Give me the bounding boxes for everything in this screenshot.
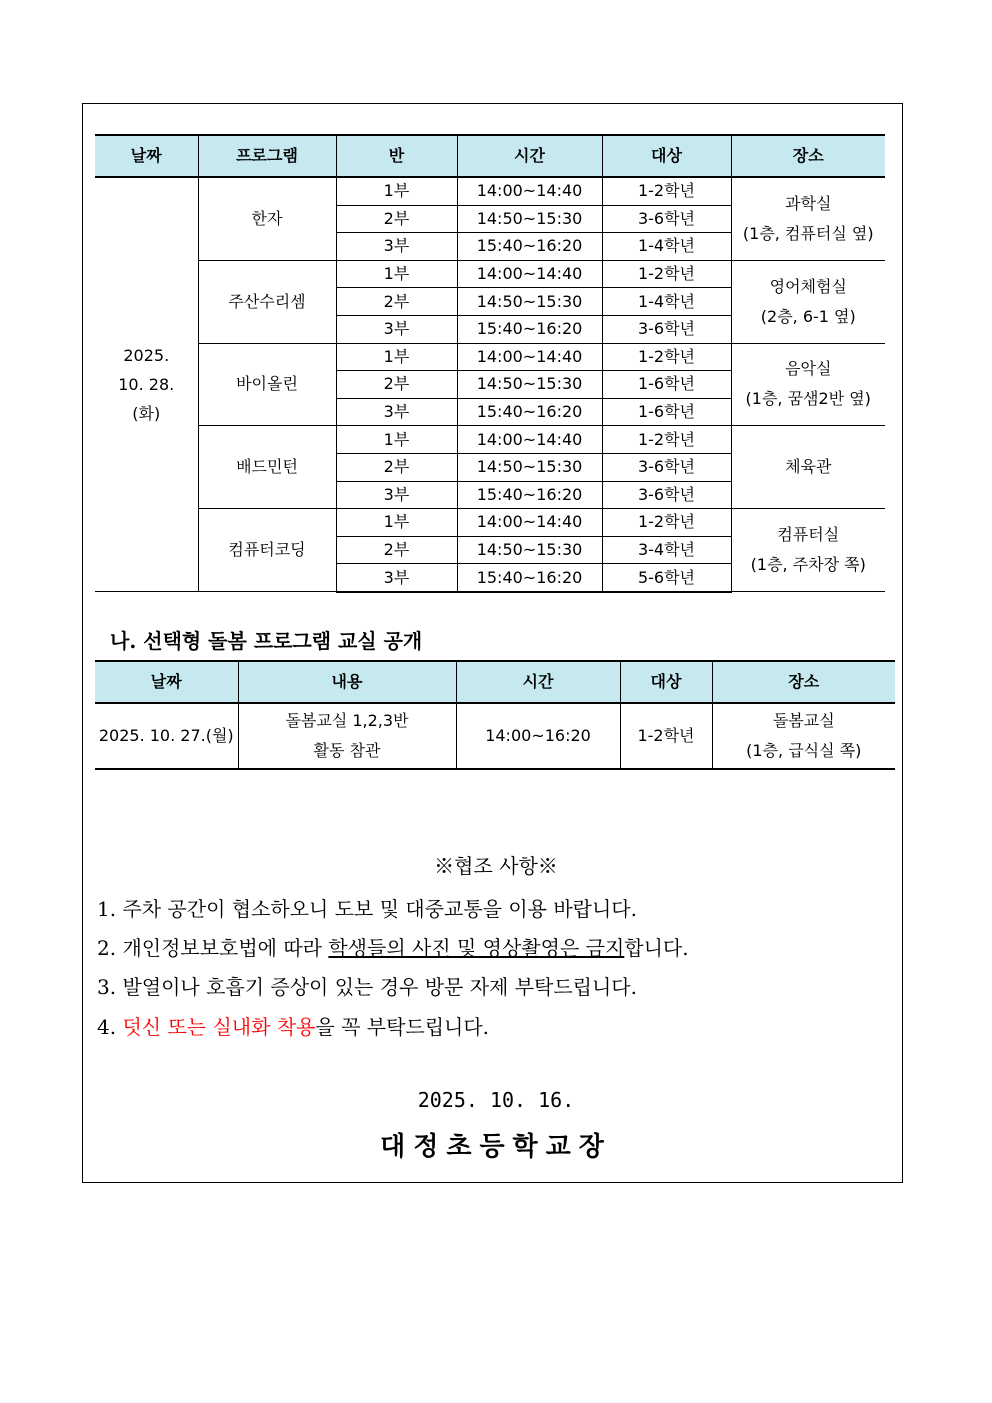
place-line: (1층, 컴퓨터실 옆) (742, 223, 874, 243)
time-cell: 14:00~16:20 (456, 703, 620, 769)
target-cell: 1-2학년 (602, 509, 731, 537)
header-cell: 장소 (731, 135, 885, 177)
table-row (95, 177, 885, 205)
target-cell: 1-2학년 (602, 260, 731, 288)
note-item-1: 1. 주차 공간이 협소하오니 도보 및 대중교통을 이용 바랍니다. (97, 897, 637, 921)
target-cell: 3-4학년 (602, 536, 731, 564)
note-warning: 덧신 또는 실내화 착용 (122, 1015, 316, 1039)
time-cell: 14:50~15:30 (457, 371, 602, 399)
table-row (95, 260, 885, 288)
place-cell (712, 703, 895, 769)
time-cell: 14:50~15:30 (457, 205, 602, 233)
target-cell: 3-6학년 (602, 481, 731, 509)
note-emphasis: 학생들의 사진 및 영상촬영은 금지 (328, 936, 625, 960)
notes-title: ※협조 사항※ (434, 854, 558, 878)
time-cell: 15:40~16:20 (457, 315, 602, 343)
target-cell: 3-6학년 (602, 453, 731, 481)
target-cell: 1-4학년 (602, 233, 731, 261)
note-text: 4. (97, 1015, 123, 1039)
place-line: 음악실 (785, 359, 832, 379)
header-cell: 장소 (712, 661, 895, 703)
session-cell: 3부 (336, 564, 457, 592)
time-cell: 14:00~14:40 (457, 426, 602, 454)
target-cell: 1-4학년 (602, 288, 731, 316)
header-cell: 시간 (456, 661, 620, 703)
session-cell: 3부 (336, 233, 457, 261)
principal-signature: 대정초등학교장 (380, 1132, 612, 1162)
time-cell: 15:40~16:20 (457, 564, 602, 592)
place-line: (1층, 꿈샘2반 옆) (745, 389, 871, 409)
time-cell: 14:50~15:30 (457, 536, 602, 564)
session-cell: 1부 (336, 426, 457, 454)
session-cell: 2부 (336, 288, 457, 316)
target-cell: 1-2학년 (602, 177, 731, 205)
date-line: 2025. (123, 346, 170, 366)
place-cell (731, 509, 885, 592)
date-line: 10. 28. (118, 375, 175, 395)
program-schedule-table (95, 134, 885, 593)
time-cell: 14:50~15:30 (457, 453, 602, 481)
time-cell: 14:00~14:40 (457, 260, 602, 288)
table-row (95, 509, 885, 537)
place-cell (731, 343, 885, 426)
table-row (95, 343, 885, 371)
content-line: 활동 참관 (313, 741, 381, 760)
date-cell (95, 177, 198, 592)
header-cell: 반 (336, 135, 457, 177)
note-text: 2. 개인정보보호법에 따라 (97, 936, 329, 960)
session-cell: 3부 (336, 315, 457, 343)
note-item-2 (97, 932, 689, 961)
program-cell: 한자 (198, 177, 336, 260)
session-cell: 1부 (336, 177, 457, 205)
session-cell: 2부 (336, 371, 457, 399)
program-cell: 주산수리셈 (198, 260, 336, 343)
note-text: 합니다. (624, 936, 689, 960)
header-cell: 대상 (620, 661, 712, 703)
program-cell: 배드민턴 (198, 426, 336, 509)
target-cell: 3-6학년 (602, 205, 731, 233)
content-cell (238, 703, 456, 769)
place-cell (731, 177, 885, 260)
place-cell (731, 426, 885, 509)
header-cell: 대상 (602, 135, 731, 177)
target-cell: 1-2학년 (602, 343, 731, 371)
content-line: 돌봄교실 1,2,3반 (285, 711, 409, 730)
table-row (95, 426, 885, 454)
session-cell: 1부 (336, 343, 457, 371)
time-cell: 14:00~14:40 (457, 509, 602, 537)
target-cell: 3-6학년 (602, 315, 731, 343)
place-line: 컴퓨터실 (777, 525, 840, 545)
target-cell: 1-2학년 (620, 703, 712, 769)
time-cell: 14:50~15:30 (457, 288, 602, 316)
program-cell: 바이올린 (198, 343, 336, 426)
note-item-4 (97, 1011, 489, 1040)
date-cell: 2025. 10. 27.(월) (95, 703, 238, 769)
place-line: 체육관 (785, 457, 832, 477)
session-cell: 1부 (336, 509, 457, 537)
issue-date: 2025. 10. 16. (417, 1088, 575, 1112)
session-cell: 2부 (336, 536, 457, 564)
target-cell: 1-6학년 (602, 398, 731, 426)
target-cell: 5-6학년 (602, 564, 731, 592)
session-cell: 2부 (336, 205, 457, 233)
place-line: (2층, 6-1 옆) (760, 306, 856, 326)
target-cell: 1-2학년 (602, 426, 731, 454)
header-cell: 날짜 (95, 661, 238, 703)
session-cell: 2부 (336, 453, 457, 481)
session-cell: 1부 (336, 260, 457, 288)
care-program-table (95, 660, 895, 770)
session-cell: 3부 (336, 398, 457, 426)
table-header-row (95, 135, 885, 177)
date-line: (화) (132, 404, 161, 424)
note-item-3: 3. 발열이나 호흡기 증상이 있는 경우 방문 자제 부탁드립니다. (97, 975, 637, 999)
header-cell: 프로그램 (198, 135, 336, 177)
time-cell: 14:00~14:40 (457, 343, 602, 371)
time-cell: 15:40~16:20 (457, 233, 602, 261)
section-title: 나. 선택형 돌봄 프로그램 교실 공개 (110, 629, 423, 653)
place-line: 과학실 (785, 193, 832, 213)
header-cell: 날짜 (95, 135, 198, 177)
target-cell: 1-6학년 (602, 371, 731, 399)
note-text: 을 꼭 부탁드립니다. (315, 1015, 490, 1039)
table-row (95, 703, 895, 769)
time-cell: 15:40~16:20 (457, 481, 602, 509)
program-cell: 컴퓨터코딩 (198, 509, 336, 592)
session-cell: 3부 (336, 481, 457, 509)
header-cell: 내용 (238, 661, 456, 703)
time-cell: 15:40~16:20 (457, 398, 602, 426)
header-cell: 시간 (457, 135, 602, 177)
place-line: 돌봄교실 (772, 711, 835, 730)
place-cell (731, 260, 885, 343)
table-header-row (95, 661, 895, 703)
place-line: (1층, 주차장 쪽) (750, 555, 866, 575)
time-cell: 14:00~14:40 (457, 177, 602, 205)
place-line: 영어체험실 (769, 276, 847, 296)
place-line: (1층, 급식실 쪽) (746, 741, 862, 760)
